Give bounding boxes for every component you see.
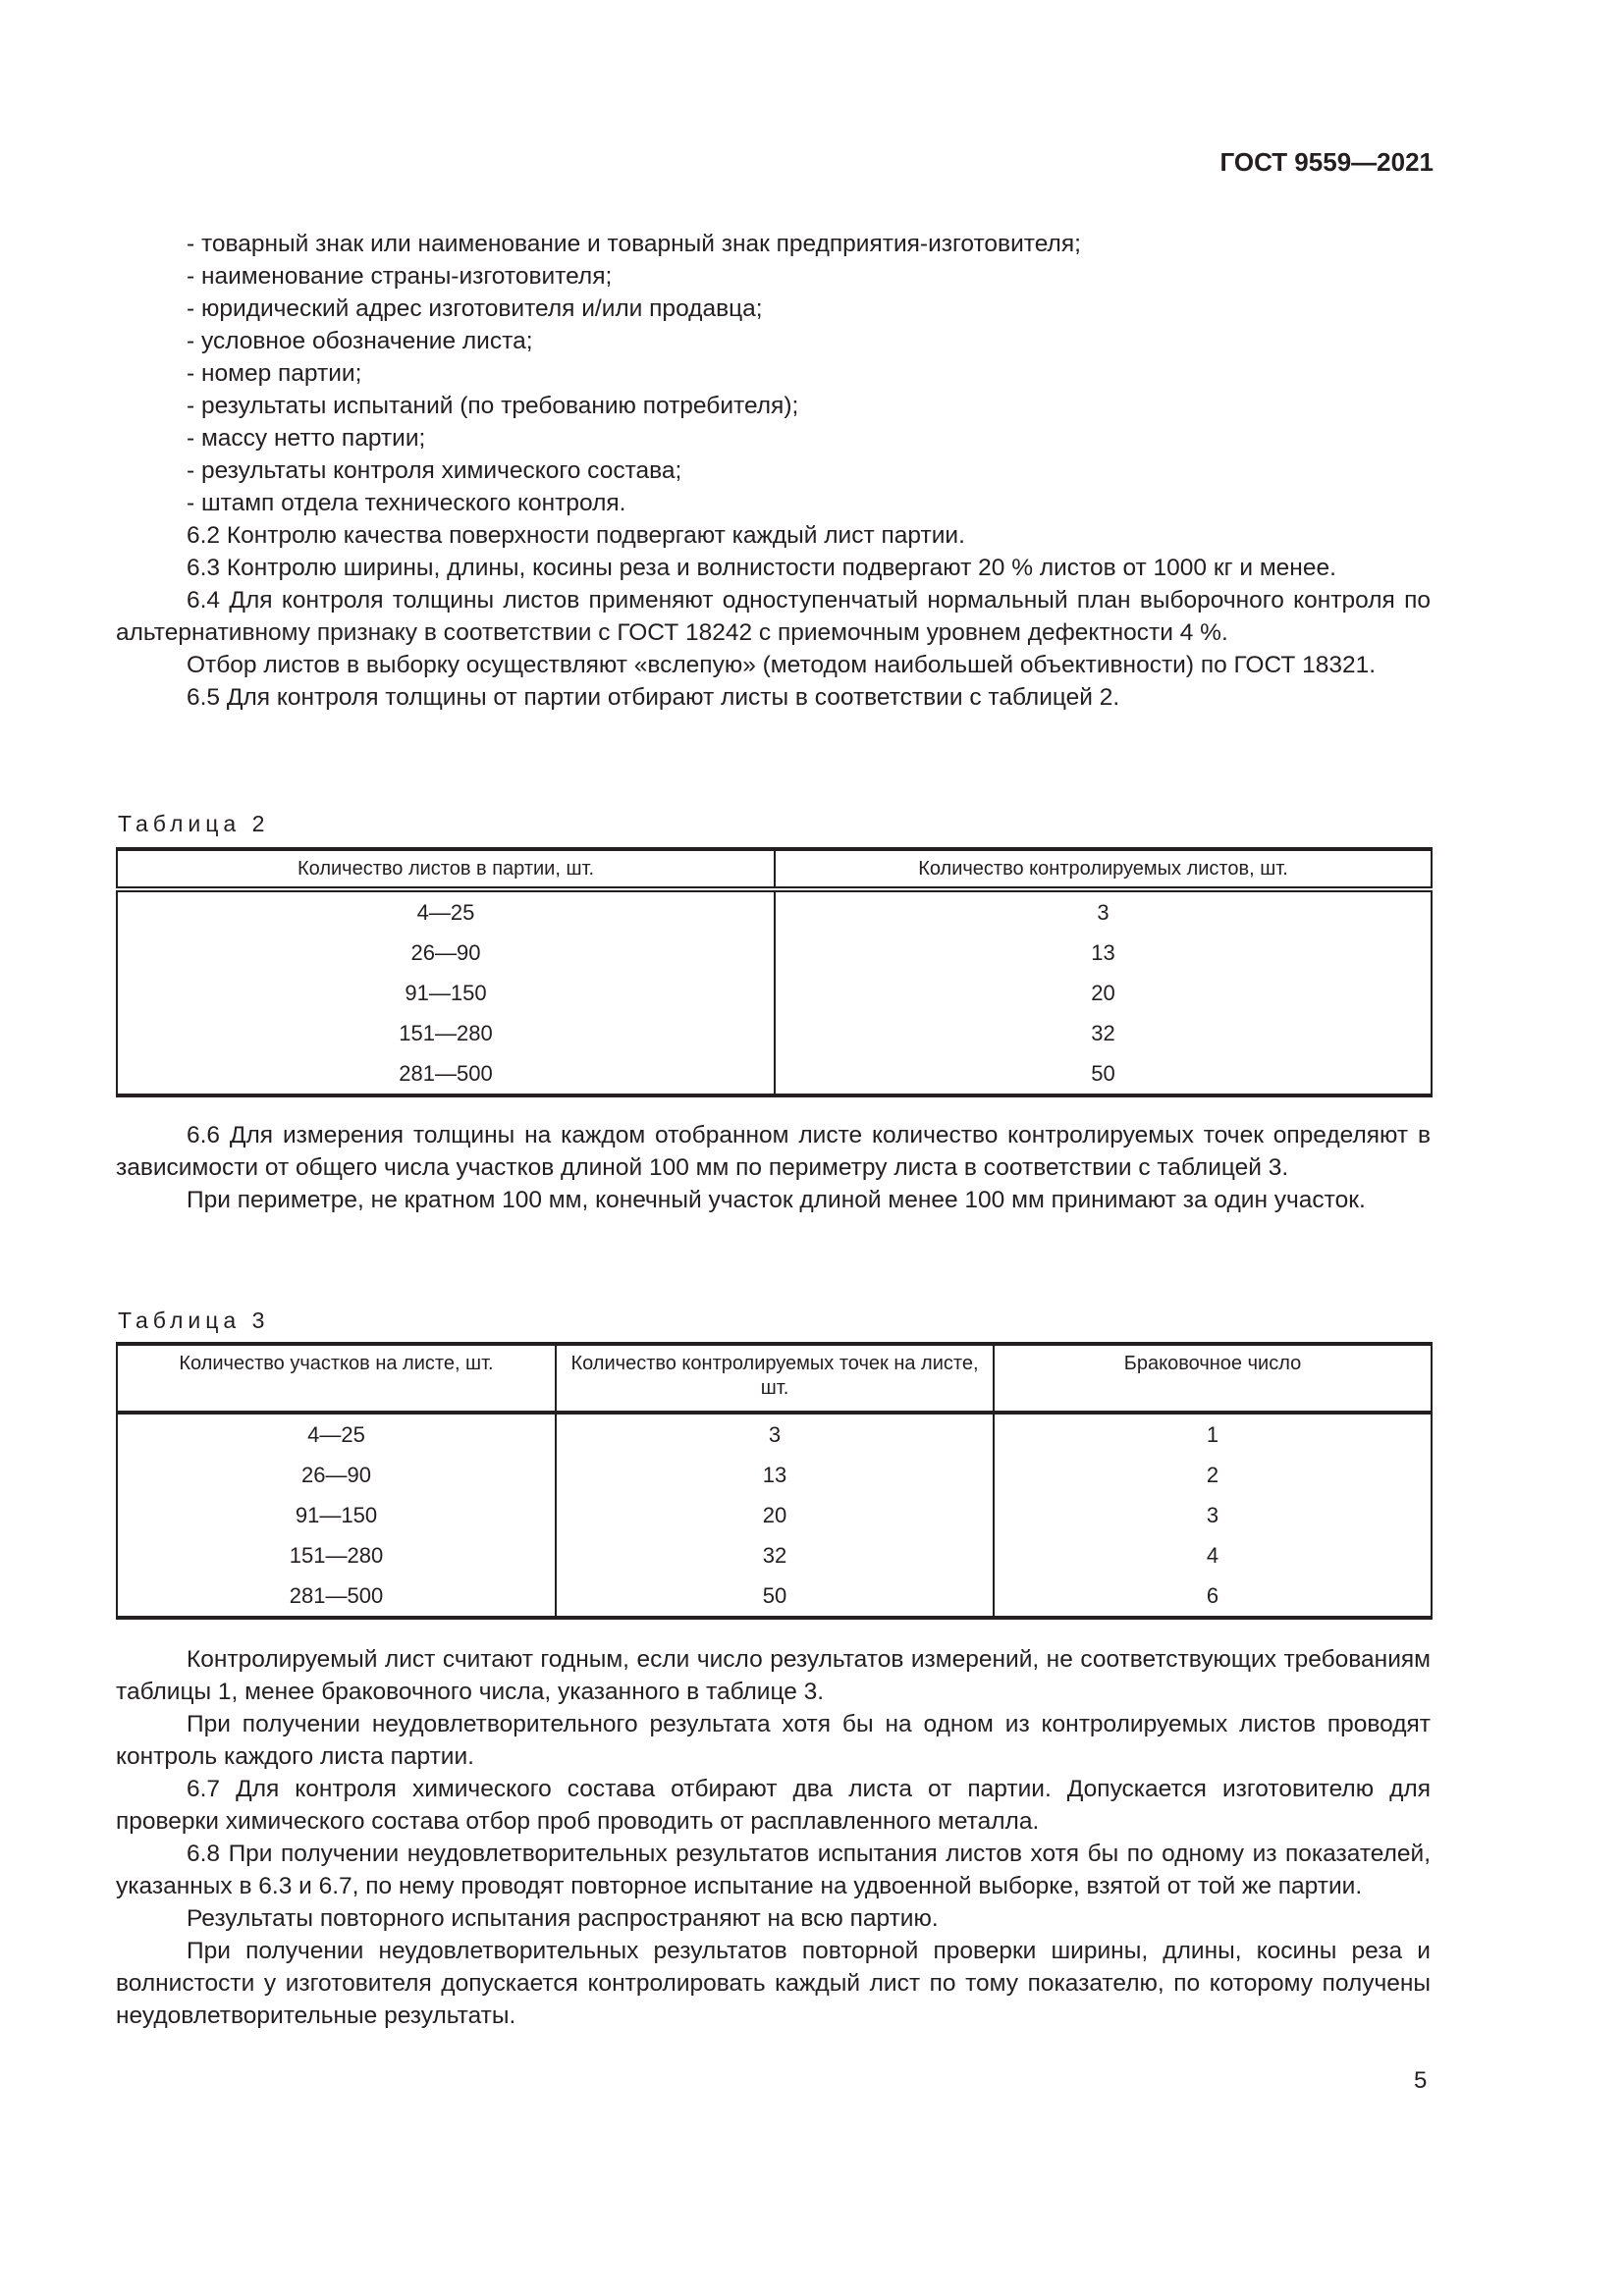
paragraph-6-8: 6.8 При получении неудовлетворительных результатов испытания листов хотя бы по одному из показателей, указанных в 6.3 и 6.7, по нему проводят повторное испытание на удвоенной выборке, взятой от той же партии. — [116, 1841, 1431, 1899]
list-item: - наименование страны-изготовителя; — [187, 263, 613, 290]
table-row — [117, 1495, 1432, 1535]
table-cell: 2 — [994, 1455, 1432, 1495]
table-cell: 50 — [775, 1053, 1432, 1095]
list-item: - массу нетто партии; — [187, 425, 426, 452]
paragraph-acceptance: Контролируемый лист считают годным, если число результатов измерений, не соответствующих требованиям таблицы 1, менее браковочного числа, указанного в таблице 3. — [116, 1646, 1431, 1705]
list-item: - результаты контроля химического состава; — [187, 457, 682, 484]
table-cell: 151—280 — [117, 1535, 556, 1575]
table-cell: 3 — [556, 1413, 994, 1455]
table-row — [117, 1535, 1432, 1575]
table-row — [117, 889, 1432, 933]
table-row — [117, 1455, 1432, 1495]
table-cell: 6 — [994, 1575, 1432, 1618]
table-cell: 4—25 — [117, 889, 775, 933]
paragraph-sampling: Отбор листов в выборку осуществляют «вслепую» (методом наибольшей объективности) по ГОСТ 18321. — [187, 652, 1377, 678]
table-row — [117, 1013, 1432, 1053]
table-row — [117, 933, 1432, 973]
list-item: - результаты испытаний (по требованию потребителя); — [187, 393, 799, 419]
table-cell: 26—90 — [117, 1455, 556, 1495]
column-header: Браковочное число — [994, 1344, 1432, 1413]
table-cell: 281—500 — [117, 1053, 775, 1095]
table-cell: 3 — [775, 889, 1432, 933]
list-item: - товарный знак или наименование и товарный знак предприятия-изготовителя; — [187, 231, 1081, 257]
table-cell: 26—90 — [117, 933, 775, 973]
table-cell: 4—25 — [117, 1413, 556, 1455]
paragraph-6-3: 6.3 Контролю ширины, длины, косины реза и волнистости подвергают 20 % листов от 1000 кг и менее. — [187, 555, 1336, 581]
paragraph-repeat-check: При получении неудовлетворительных результатов повторной проверки ширины, длины, косины реза и волнистости у изготовителя допускается контролировать каждый лист по тому показателю, по которому получены неудовлетворительные результаты. — [116, 1938, 1431, 2029]
table-row — [117, 1053, 1432, 1095]
section-6-6 — [116, 1119, 1431, 1216]
list-item: - номер партии; — [187, 360, 362, 387]
table-3 — [116, 1342, 1433, 1620]
paragraph-retest: Результаты повторного испытания распространяют на всю партию. — [187, 1905, 939, 1932]
table-2 — [116, 847, 1433, 1097]
table-cell: 13 — [556, 1455, 994, 1495]
table-cell: 91—150 — [117, 1495, 556, 1535]
table-row — [117, 1413, 1432, 1455]
list-item: - штамп отдела технического контроля. — [187, 490, 626, 516]
table-cell: 3 — [994, 1495, 1432, 1535]
paragraph-6-4: 6.4 Для контроля толщины листов применяют одноступенчатый нормальный план выборочного контроля по альтернативному признаку в соответствии с ГОСТ 18242 с приемочным уровнем дефектности 4 %. — [116, 587, 1431, 646]
table-cell: 4 — [994, 1535, 1432, 1575]
column-header: Количество контролируемых листов, шт. — [775, 849, 1432, 889]
table-row — [117, 973, 1432, 1013]
document-code-header: ГОСТ 9559—2021 — [1219, 147, 1434, 177]
paragraph-6-2: 6.2 Контролю качества поверхности подвергают каждый лист партии. — [187, 522, 965, 549]
table-3-caption: Таблица 3 — [118, 1308, 270, 1333]
table-header-row — [117, 1344, 1432, 1413]
table-cell: 20 — [556, 1495, 994, 1535]
column-header: Количество листов в партии, шт. — [117, 849, 775, 889]
table-row — [117, 1575, 1432, 1618]
table-cell: 151—280 — [117, 1013, 775, 1053]
closing-section — [116, 1643, 1431, 2032]
paragraph-unsatisfactory: При получении неудовлетворительного результата хотя бы на одном из контролируемых листов проводят контроль каждого листа партии. — [116, 1711, 1431, 1770]
table-cell: 32 — [775, 1013, 1432, 1053]
marking-list — [116, 228, 1431, 714]
column-header: Количество контролируемых точек на листе, шт. — [556, 1344, 994, 1413]
table-cell: 32 — [556, 1535, 994, 1575]
table-cell: 1 — [994, 1413, 1432, 1455]
table-cell: 91—150 — [117, 973, 775, 1013]
table-cell: 281—500 — [117, 1575, 556, 1618]
table-2-caption: Таблица 2 — [118, 811, 270, 836]
table-cell: 20 — [775, 973, 1432, 1013]
table-cell: 50 — [556, 1575, 994, 1618]
page-number: 5 — [1414, 2067, 1428, 2094]
table-cell: 13 — [775, 933, 1432, 973]
table-header-row — [117, 849, 1432, 889]
paragraph-perimeter: При периметре, не кратном 100 мм, конечный участок длиной менее 100 мм принимают за один участок. — [187, 1187, 1366, 1213]
list-item: - юридический адрес изготовителя и/или продавца; — [187, 295, 763, 322]
list-item: - условное обозначение листа; — [187, 328, 533, 354]
paragraph-6-6: 6.6 Для измерения толщины на каждом отобранном листе количество контролируемых точек определяют в зависимости от общего числа участков длиной 100 мм по периметру листа в соответствии с таблицей 3. — [116, 1122, 1431, 1181]
column-header: Количество участков на листе, шт. — [117, 1344, 556, 1413]
paragraph-6-5: 6.5 Для контроля толщины от партии отбирают листы в соответствии с таблицей 2. — [187, 684, 1120, 711]
paragraph-6-7: 6.7 Для контроля химического состава отбирают два листа от партии. Допускается изготовителю для проверки химического состава отбор проб проводить от расплавленного металла. — [116, 1776, 1431, 1835]
